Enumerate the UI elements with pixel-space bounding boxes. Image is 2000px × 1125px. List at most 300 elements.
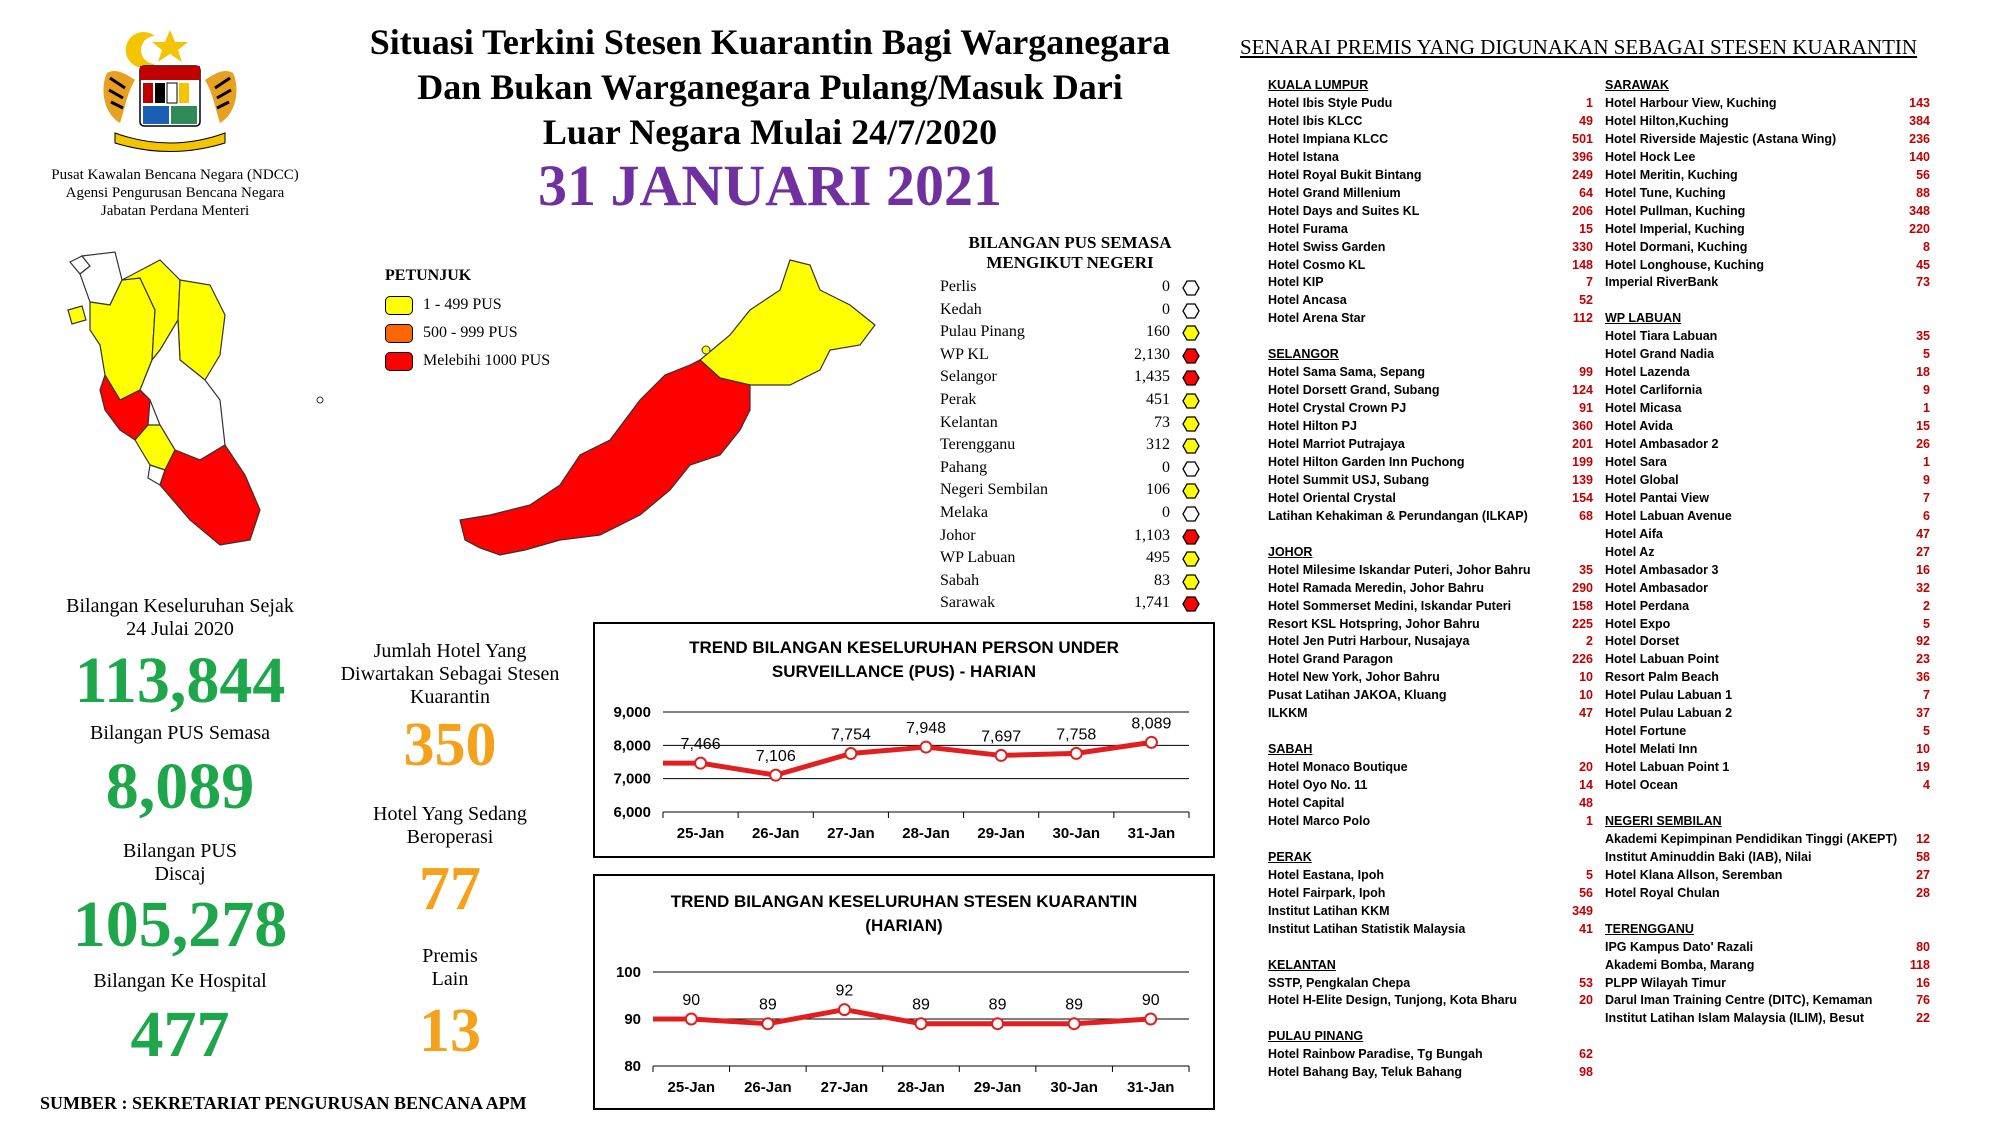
state-name: Kelantan xyxy=(940,413,998,431)
premises-count: 64 xyxy=(1579,185,1593,200)
premises-count: 124 xyxy=(1572,383,1593,398)
premises-count: 10 xyxy=(1579,688,1593,703)
premises-count: 220 xyxy=(1909,221,1930,236)
state-level-marker xyxy=(1182,370,1200,386)
premises-count: 225 xyxy=(1572,616,1593,631)
state-value: 312 xyxy=(1146,436,1170,454)
data-label: 7,466 xyxy=(680,736,721,754)
premises-count: 7 xyxy=(1923,688,1930,703)
premises-item xyxy=(1268,668,1593,686)
premises-name: Hotel Longhouse, Kuching xyxy=(1605,257,1765,272)
legend-swatch xyxy=(385,296,413,315)
data-label: 7,948 xyxy=(905,720,947,738)
state-value: 495 xyxy=(1146,549,1170,567)
premises-name: Imperial RiverBank xyxy=(1605,275,1719,290)
data-label: 89 xyxy=(988,996,1007,1014)
state-row xyxy=(940,572,1200,594)
premises-count: 26 xyxy=(1916,437,1930,451)
data-point xyxy=(686,1014,697,1025)
state-row xyxy=(940,459,1200,481)
premises-count: 143 xyxy=(1909,95,1930,110)
premises-item xyxy=(1268,417,1593,435)
premises-name: Hotel Expo xyxy=(1605,616,1671,631)
premises-item xyxy=(1268,130,1593,148)
premises-item xyxy=(1605,148,1930,166)
x-tick-label: 29-Jan xyxy=(977,825,1025,842)
legend-item: 500 - 999 PUS xyxy=(385,319,605,347)
pus-trend-chart xyxy=(593,622,1215,858)
premises-count: 396 xyxy=(1572,149,1593,164)
premises-name: Pusat Latihan JAKOA, Kluang xyxy=(1268,688,1447,703)
premises-item xyxy=(1605,184,1930,202)
premises-count: 88 xyxy=(1916,185,1930,200)
premises-name: Hotel Crystal Crown PJ xyxy=(1268,401,1407,416)
other-premises-label: Premis Lain xyxy=(422,945,478,990)
premises-item xyxy=(1605,543,1930,561)
premises-item xyxy=(1268,776,1593,794)
premises-count: 5 xyxy=(1923,724,1930,739)
state-row xyxy=(940,301,1200,323)
premises-count: 48 xyxy=(1579,796,1593,810)
state-row xyxy=(940,436,1200,458)
premises-item xyxy=(1605,704,1930,722)
x-tick-label: 26-Jan xyxy=(751,825,800,842)
premises-count: 158 xyxy=(1572,598,1593,613)
premises-count: 112 xyxy=(1572,311,1593,326)
state-name: Johor xyxy=(940,526,976,544)
premises-item xyxy=(1605,615,1930,633)
premises-item xyxy=(1605,884,1930,902)
x-tick-label: 31-Jan xyxy=(1126,1079,1175,1096)
premises-count: 47 xyxy=(1579,706,1593,721)
premises-count: 73 xyxy=(1916,275,1930,290)
premises-count: 58 xyxy=(1916,849,1930,864)
premises-item xyxy=(1605,632,1930,650)
premises-name: Hotel Hilton Garden Inn Puchong xyxy=(1268,454,1465,469)
map-sarawak xyxy=(460,360,750,555)
premises-item xyxy=(1268,489,1593,507)
premises-count: 1 xyxy=(1923,454,1930,469)
premises-item xyxy=(1268,202,1593,220)
data-point xyxy=(839,1004,850,1015)
premises-name: Hotel Capital xyxy=(1268,796,1345,810)
premises-name: Hotel Monaco Boutique xyxy=(1268,760,1408,775)
premises-count: 360 xyxy=(1572,419,1593,434)
x-tick-label: 25-Jan xyxy=(667,1079,716,1096)
premises-name: PLPP Wilayah Timur xyxy=(1605,975,1726,990)
state-value: 1,435 xyxy=(1134,368,1170,386)
premises-count: 98 xyxy=(1579,1065,1593,1080)
premises-name: Hotel Istana xyxy=(1268,149,1339,164)
premises-name: Hotel H-Elite Design, Tunjong, Kota Bharu xyxy=(1268,993,1518,1008)
premises-item xyxy=(1268,309,1593,327)
premises-name: Hotel Lazenda xyxy=(1605,365,1690,380)
premises-name: Hotel Tiara Labuan xyxy=(1605,329,1718,344)
state-name: Negeri Sembilan xyxy=(940,481,1048,499)
premises-count: 35 xyxy=(1579,562,1593,577)
premises-name: Hotel Furama xyxy=(1268,221,1348,236)
premises-count: 45 xyxy=(1916,257,1930,272)
state-value: 73 xyxy=(1154,413,1170,431)
premises-name: Latihan Kehakiman & Perundangan (ILKAP) xyxy=(1268,508,1528,523)
premises-count: 9 xyxy=(1923,383,1930,398)
premises-region-heading: JOHOR xyxy=(1268,544,1313,559)
premises-count: 36 xyxy=(1916,670,1930,685)
premises-name: Hotel Milesime Iskandar Puteri, Johor Bahru xyxy=(1268,562,1531,577)
premises-item xyxy=(1268,920,1593,938)
y-tick-label: 100 xyxy=(615,964,641,981)
legend-item: Melebihi 1000 PUS xyxy=(385,347,605,375)
premises-region-heading: PULAU PINANG xyxy=(1268,1029,1364,1044)
state-value: 0 xyxy=(1162,504,1170,521)
premises-count: 5 xyxy=(1923,347,1930,362)
premises-count: 1 xyxy=(1923,401,1930,416)
state-name: Melaka xyxy=(940,504,988,521)
state-name: Pulau Pinang xyxy=(940,323,1025,341)
data-label: 90 xyxy=(1141,992,1160,1009)
premises-count: 12 xyxy=(1916,831,1930,846)
total-label: Bilangan Keseluruhan Sejak 24 Julai 2020 xyxy=(66,595,294,640)
data-label: 89 xyxy=(1065,996,1084,1014)
premises-count: 118 xyxy=(1909,957,1930,972)
premises-name: Hotel Az xyxy=(1605,544,1655,559)
discharged-value: 105,278 xyxy=(72,888,288,961)
premises-item xyxy=(1268,238,1593,256)
data-point xyxy=(1145,1014,1156,1025)
premises-name: Hotel Royal Bukit Bintang xyxy=(1268,167,1422,182)
premises-name: Hotel Harbour View, Kuching xyxy=(1605,95,1777,110)
premises-count: 56 xyxy=(1916,167,1930,182)
premises-count: 2 xyxy=(1586,634,1593,649)
data-point xyxy=(762,1018,773,1029)
premises-count: 10 xyxy=(1916,742,1930,757)
premises-count: 236 xyxy=(1909,131,1930,146)
premises-name: Hotel Labuan Point xyxy=(1605,652,1719,667)
premises-item xyxy=(1605,1009,1930,1027)
agency-name: Pusat Kawalan Bencana Negara (NDCC) Agensi Pengurusan Bencana Negara Jabatan Perdana Menteri xyxy=(51,167,299,219)
premises-item xyxy=(1268,112,1593,130)
x-tick-label: 28-Jan xyxy=(897,1079,945,1096)
premises-item xyxy=(1268,471,1593,489)
state-name: Selangor xyxy=(940,368,997,386)
premises-name: Hotel Eastana, Ipoh xyxy=(1268,867,1384,882)
premises-name: Hotel Imperial, Kuching xyxy=(1605,221,1745,236)
premises-item xyxy=(1605,220,1930,238)
premises-count: 148 xyxy=(1572,257,1593,272)
premises-name: Hotel Micasa xyxy=(1605,401,1682,416)
premises-item xyxy=(1268,381,1593,399)
map-legend xyxy=(385,267,605,375)
data-label: 7,758 xyxy=(1056,726,1097,744)
premises-item xyxy=(1268,615,1593,633)
premises-item xyxy=(1605,579,1930,597)
premises-count: 16 xyxy=(1916,975,1930,990)
premises-item xyxy=(1268,435,1593,453)
premises-item xyxy=(1268,256,1593,274)
premises-name: Hotel Oyo No. 11 xyxy=(1268,778,1368,793)
premises-name: Hotel Pantai View xyxy=(1605,490,1709,505)
premises-count: 16 xyxy=(1916,562,1930,577)
state-value: 0 xyxy=(1162,300,1170,318)
premises-item xyxy=(1605,94,1930,112)
data-point xyxy=(695,758,706,769)
premises-name: IPG Kampus Dato' Razali xyxy=(1605,939,1754,954)
premises-item xyxy=(1268,1063,1593,1081)
premises-count: 19 xyxy=(1916,760,1930,775)
x-tick-label: 30-Jan xyxy=(1052,825,1101,842)
premises-item xyxy=(1268,184,1593,202)
x-tick-label: 28-Jan xyxy=(902,825,950,842)
premises-item xyxy=(1605,435,1930,453)
state-row xyxy=(940,527,1200,549)
state-level-marker xyxy=(1182,325,1200,341)
premises-region-heading: KELANTAN xyxy=(1268,957,1336,972)
premises-name: Hotel Labuan Avenue xyxy=(1605,508,1732,523)
premises-name: Hotel Oriental Crystal xyxy=(1268,490,1396,505)
state-row xyxy=(940,594,1200,616)
state-value: 83 xyxy=(1154,571,1170,589)
state-row xyxy=(940,481,1200,503)
state-level-marker xyxy=(1182,574,1200,590)
premises-item xyxy=(1268,974,1593,992)
premises-item xyxy=(1268,884,1593,902)
state-row xyxy=(940,504,1200,526)
premises-item xyxy=(1268,758,1593,776)
premises-count: 92 xyxy=(1916,634,1930,649)
premises-item xyxy=(1268,561,1593,579)
premises-count: 10 xyxy=(1579,670,1593,685)
premises-name: Hotel Ramada Meredin, Johor Bahru xyxy=(1268,580,1485,595)
hotels-operating-label: Hotel Yang Sedang Beroperasi xyxy=(373,803,527,848)
premises-count: 5 xyxy=(1923,616,1930,631)
premises-item xyxy=(1268,794,1593,812)
premises-name: Hotel Royal Chulan xyxy=(1605,885,1720,900)
premises-item xyxy=(1268,291,1593,309)
hotels-gazetted-value: 350 xyxy=(403,711,497,779)
premises-name: Darul Iman Training Centre (DITC), Kemaman xyxy=(1605,993,1873,1008)
premises-name: Hotel Swiss Garden xyxy=(1268,239,1386,254)
premises-item xyxy=(1605,345,1930,363)
premises-count: 139 xyxy=(1572,472,1593,487)
premises-item xyxy=(1605,776,1930,794)
premises-name: Hotel Aifa xyxy=(1605,526,1663,541)
premises-name: Hotel Ibis Style Pudu xyxy=(1268,95,1393,110)
map-labuan xyxy=(702,346,710,354)
state-level-marker xyxy=(1182,438,1200,454)
x-tick-label: 27-Jan xyxy=(827,825,875,842)
premises-count: 348 xyxy=(1909,203,1930,218)
premises-item xyxy=(1605,991,1930,1009)
map-pulau-pinang xyxy=(68,306,86,324)
premises-name: Institut Aminuddin Baki (IAB), Nilai xyxy=(1605,849,1812,864)
premises-region-heading: SABAH xyxy=(1268,742,1313,757)
premises-count: 23 xyxy=(1916,652,1930,667)
premises-item xyxy=(1605,327,1930,345)
state-value: 2,130 xyxy=(1134,345,1170,363)
state-name: Terengganu xyxy=(940,436,1016,454)
premises-name: SSTP, Pengkalan Chepa xyxy=(1268,975,1411,990)
premises-count: 41 xyxy=(1579,921,1593,936)
premises-list-title: SENARAI PREMIS YANG DIGUNAKAN SEBAGAI STESEN KUARANTIN xyxy=(1240,35,1918,59)
premises-name: Hotel Fortune xyxy=(1605,724,1687,739)
premises-count: 27 xyxy=(1916,867,1930,882)
chart-title: TREND BILANGAN KESELURUHAN PERSON UNDER SURVEILLANCE (PUS) - HARIAN xyxy=(689,638,1119,681)
premises-name: Hotel Grand Nadia xyxy=(1605,347,1715,362)
premises-item xyxy=(1268,902,1593,920)
x-tick-label: 30-Jan xyxy=(1050,1079,1098,1096)
premises-count: 7 xyxy=(1923,490,1930,505)
premises-name: Hotel Pulau Labuan 2 xyxy=(1605,706,1733,721)
premises-item xyxy=(1268,991,1593,1009)
premises-name: Hotel Dorsett Grand, Subang xyxy=(1268,383,1440,398)
premises-item xyxy=(1268,812,1593,830)
state-level-marker xyxy=(1182,551,1200,567)
premises-name: Hotel New York, Johor Bahru xyxy=(1268,670,1440,685)
state-row xyxy=(940,323,1200,345)
premises-name: Hotel Klana Allson, Seremban xyxy=(1605,867,1783,882)
premises-name: Hotel Sara xyxy=(1605,454,1667,469)
premises-item xyxy=(1605,471,1930,489)
premises-item xyxy=(1605,238,1930,256)
y-tick-label: 90 xyxy=(624,1011,641,1028)
premises-count: 6 xyxy=(1923,508,1930,523)
premises-name: Hotel Bahang Bay, Teluk Bahang xyxy=(1268,1065,1463,1080)
premises-name: Hotel KIP xyxy=(1268,275,1324,290)
premises-count: 22 xyxy=(1916,1011,1930,1026)
premises-count: 1 xyxy=(1586,813,1593,828)
premises-item xyxy=(1605,399,1930,417)
premises-name: Hotel Jen Putri Harbour, Nusajaya xyxy=(1268,634,1470,649)
premises-count: 56 xyxy=(1579,885,1593,900)
state-level-marker xyxy=(1182,393,1200,409)
premises-count: 32 xyxy=(1916,580,1930,595)
state-row xyxy=(940,391,1200,413)
pus-trend-plot xyxy=(595,624,1213,856)
premises-count: 140 xyxy=(1909,149,1930,164)
state-level-marker xyxy=(1182,483,1200,499)
data-label: 92 xyxy=(835,982,854,1000)
premises-name: Hotel Ambasador 2 xyxy=(1605,437,1719,451)
state-name: Sarawak xyxy=(940,594,996,612)
premises-count: 290 xyxy=(1572,580,1593,595)
premises-name: Hotel Ocean xyxy=(1605,778,1678,793)
premises-item xyxy=(1605,866,1930,884)
premises-count: 9 xyxy=(1923,472,1930,487)
premises-name: Hotel Grand Paragon xyxy=(1268,652,1394,667)
state-level-marker xyxy=(1182,506,1200,522)
state-level-marker xyxy=(1182,529,1200,545)
premises-name: Hotel Pulau Labuan 1 xyxy=(1605,688,1733,703)
hotels-operating-value: 77 xyxy=(419,855,481,923)
premises-name: Hotel Pullman, Kuching xyxy=(1605,203,1746,218)
premises-name: Hotel Melati Inn xyxy=(1605,742,1698,757)
state-row xyxy=(940,414,1200,436)
premises-name: Institut Latihan Islam Malaysia (ILIM), Besut xyxy=(1605,1011,1865,1026)
premises-region-heading: PERAK xyxy=(1268,849,1312,864)
premises-item xyxy=(1605,363,1930,381)
state-value: 451 xyxy=(1146,391,1170,408)
premises-region-heading: SARAWAK xyxy=(1605,78,1669,92)
y-tick-label: 80 xyxy=(624,1058,641,1075)
total-value: 113,844 xyxy=(74,644,286,717)
premises-item xyxy=(1605,561,1930,579)
premises-item xyxy=(1268,650,1593,668)
data-label: 89 xyxy=(912,996,930,1014)
premises-name: Hotel Riverside Majestic (Astana Wing) xyxy=(1605,131,1837,146)
premises-count: 27 xyxy=(1916,544,1930,559)
premises-item xyxy=(1605,848,1930,866)
state-row xyxy=(940,278,1200,300)
data-point xyxy=(921,742,932,753)
premises-name: Hotel Ancasa xyxy=(1268,293,1347,308)
premises-count: 99 xyxy=(1579,365,1593,380)
premises-item xyxy=(1605,489,1930,507)
data-point xyxy=(996,750,1007,761)
premises-name: Hotel Ambasador xyxy=(1605,580,1709,595)
premises-item xyxy=(1268,220,1593,238)
discharged-label: Bilangan PUS Discaj xyxy=(123,840,237,885)
state-level-marker xyxy=(1182,303,1200,319)
premises-count: 28 xyxy=(1916,885,1930,900)
premises-item xyxy=(1605,453,1930,471)
premises-name: Hotel Global xyxy=(1605,472,1679,487)
premises-count: 201 xyxy=(1572,437,1593,451)
premises-item xyxy=(1268,148,1593,166)
premises-item xyxy=(1268,94,1593,112)
data-label: 89 xyxy=(758,996,777,1014)
premises-count: 349 xyxy=(1572,903,1593,918)
hospital-label: Bilangan Ke Hospital xyxy=(93,970,267,992)
premises-item xyxy=(1268,579,1593,597)
data-point xyxy=(770,770,781,781)
data-label: 8,089 xyxy=(1131,715,1172,733)
data-point xyxy=(1146,737,1157,748)
premises-name: Institut Latihan Statistik Malaysia xyxy=(1268,921,1466,936)
premises-name: Hotel Cosmo KL xyxy=(1268,257,1366,272)
data-point xyxy=(845,748,856,759)
current-pus-value: 8,089 xyxy=(105,750,255,823)
premises-name: Hotel Avida xyxy=(1605,419,1673,434)
premises-count: 76 xyxy=(1916,993,1930,1008)
premises-name: Hotel Sama Sama, Sepang xyxy=(1268,365,1426,380)
data-point xyxy=(992,1018,1003,1029)
premises-count: 91 xyxy=(1579,401,1593,416)
premises-name: Hotel Fairpark, Ipoh xyxy=(1268,885,1386,900)
premises-count: 249 xyxy=(1572,167,1593,182)
premises-count: 2 xyxy=(1923,598,1930,613)
premises-count: 37 xyxy=(1916,706,1930,721)
map-sabah xyxy=(700,260,875,385)
state-row xyxy=(940,549,1200,571)
premises-name: Hotel Summit USJ, Subang xyxy=(1268,472,1430,487)
peninsular-malaysia-map xyxy=(60,250,340,560)
premises-count: 1 xyxy=(1586,95,1593,110)
premises-item xyxy=(1268,597,1593,615)
premises-name: Hotel Tune, Kuching xyxy=(1605,185,1726,200)
premises-name: Institut Latihan KKM xyxy=(1268,903,1390,918)
data-label: 7,106 xyxy=(755,748,796,766)
premises-name: Akademi Bomba, Marang xyxy=(1605,957,1755,972)
premises-item xyxy=(1605,758,1930,776)
premises-count: 20 xyxy=(1579,760,1593,775)
premises-name: Hotel Grand Millenium xyxy=(1268,185,1401,200)
premises-name: Hotel Days and Suites KL xyxy=(1268,203,1420,218)
premises-item xyxy=(1605,974,1930,992)
premises-item xyxy=(1605,112,1930,130)
state-name: Perlis xyxy=(940,278,977,295)
premises-item xyxy=(1605,830,1930,848)
premises-count: 62 xyxy=(1579,1047,1593,1062)
